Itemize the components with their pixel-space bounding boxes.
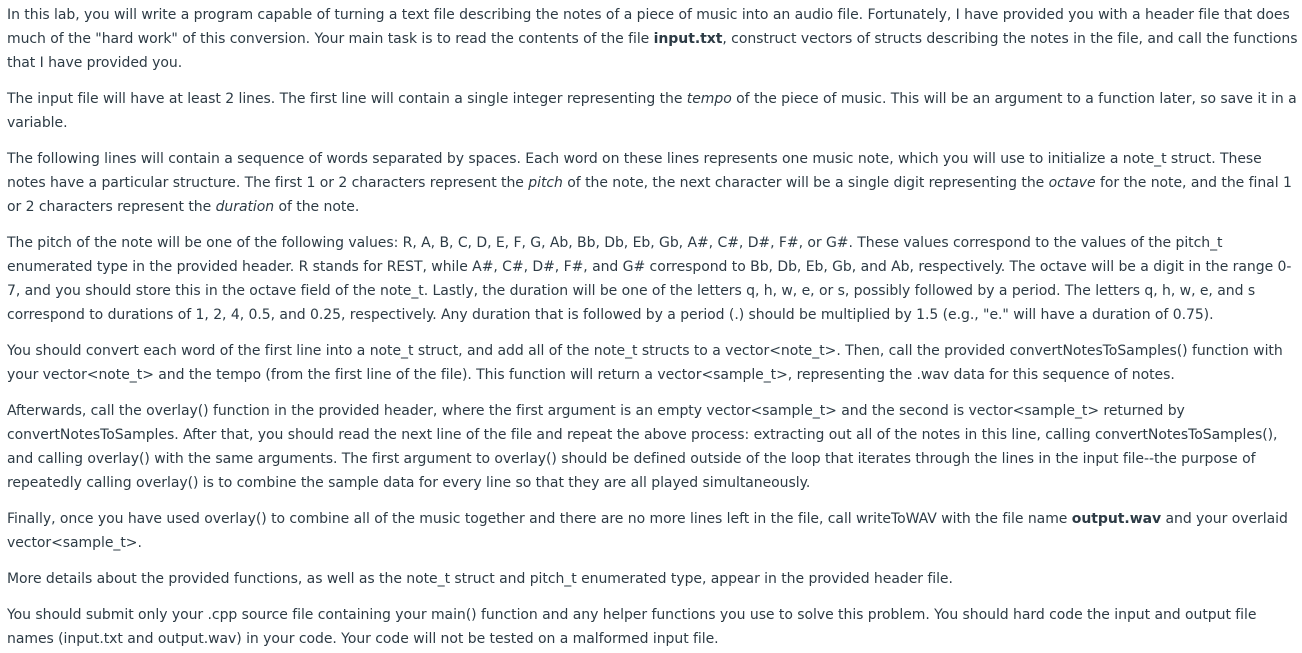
paragraph-note-structure	[7, 147, 1299, 219]
text-segment: The input file will have at least 2 lines. The first line will contain a single integer representing the	[7, 91, 687, 107]
paragraph-input-file	[7, 87, 1299, 135]
text-segment: of the note, the next character will be a single digit representing the	[562, 175, 1049, 191]
text-segment: of the piece of music. This will be an argument to a function later, so save it in a variable.	[7, 91, 1297, 131]
text-segment: of the note.	[274, 199, 360, 215]
text-segment: The following lines will contain a sequence of words separated by spaces. Each word on these lines represents one music note, which you will use to initialize a note_t struct. These notes have a particular structure. The first 1 or 2 characters represent the	[7, 151, 1262, 191]
text-segment: In this lab, you will write a program capable of turning a text file describing the notes of a piece of music into an audio file. Fortunately, I have provided you with a header file that does much of the "hard work" of this conversion. Your main task is to read the contents of the file	[7, 7, 1290, 47]
text-segment: Finally, once you have used overlay() to combine all of the music together and there are no more lines left in the file, call writeToWAV with the file name	[7, 511, 1072, 527]
paragraph-intro	[7, 3, 1299, 75]
text-segment: for the note, and the final 1 or 2 characters represent the	[7, 175, 1292, 215]
text-segment: You should convert each word of the first line into a note_t struct, and add all of the note_t structs to a vector<note_t>. Then, call the provided convertNotesToSamples() function with your vector<note_t> and the tempo (from the first line of the file). This function will return a vector<sample_t>, representing the .wav data for this sequence of notes.	[7, 343, 1283, 383]
text-segment: , construct vectors of structs describing the notes in the file, and call the functions that I have provided you.	[7, 31, 1298, 71]
text-segment: More details about the provided functions, as well as the note_t struct and pitch_t enumerated type, appear in the provided header file.	[7, 571, 953, 587]
text-segment: and your overlaid vector<sample_t>.	[7, 511, 1288, 551]
text-segment-italic: tempo	[686, 91, 732, 107]
text-segment: Afterwards, call the overlay() function in the provided header, where the first argument is an empty vector<sample_t> and the second is vector<sample_t> returned by convertNotesToSamples. After that, you should read the next line of the file and repeat the above process: extracting out all of the notes in this line, calling convertNotesToSamples(), and calling overlay() with the same arguments. The first argument to overlay() should be defined outside of the loop that iterates through the lines in the input file--the purpose of repeatedly calling overlay() is to combine the sample data for every line so that they are all played simultaneously.	[7, 403, 1278, 491]
assignment-document	[7, 3, 1299, 651]
paragraph-overlay	[7, 399, 1299, 495]
paragraph-convert-notes	[7, 339, 1299, 387]
paragraph-submission	[7, 603, 1299, 651]
text-segment-bold: input.txt	[653, 31, 723, 47]
paragraph-pitch-values	[7, 231, 1299, 327]
text-segment: You should submit only your .cpp source file containing your main() function and any helper functions you use to solve this problem. You should hard code the input and output file names (input.txt and output.wav) in your code. Your code will not be tested on a malformed input file.	[7, 607, 1257, 647]
paragraph-header-details	[7, 567, 1299, 591]
text-segment-bold: output.wav	[1071, 511, 1162, 527]
paragraph-write-wav	[7, 507, 1299, 555]
text-segment-italic: octave	[1048, 175, 1096, 191]
text-segment: The pitch of the note will be one of the following values: R, A, B, C, D, E, F, G, Ab, Bb, Db, Eb, Gb, A#, C#, D#, F#, or G#. These values correspond to the values of the pitch_t enumerated type in the provided header. R stands for REST, while A#, C#, D#, F#, and G# correspond to Bb, Db, Eb, Gb, and Ab, respectively. The octave will be a digit in the range 0-7, and you should store this in the octave field of the note_t. Lastly, the duration will be one of the letters q, h, w, e, or s, possibly followed by a period. The letters q, h, w, e, and s correspond to durations of 1, 2, 4, 0.5, and 0.25, respectively. Any duration that is followed by a period (.) should be multiplied by 1.5 (e.g., "e." will have a duration of 0.75).	[7, 235, 1292, 323]
text-segment-italic: pitch	[528, 175, 563, 191]
text-segment-italic: duration	[215, 199, 275, 215]
